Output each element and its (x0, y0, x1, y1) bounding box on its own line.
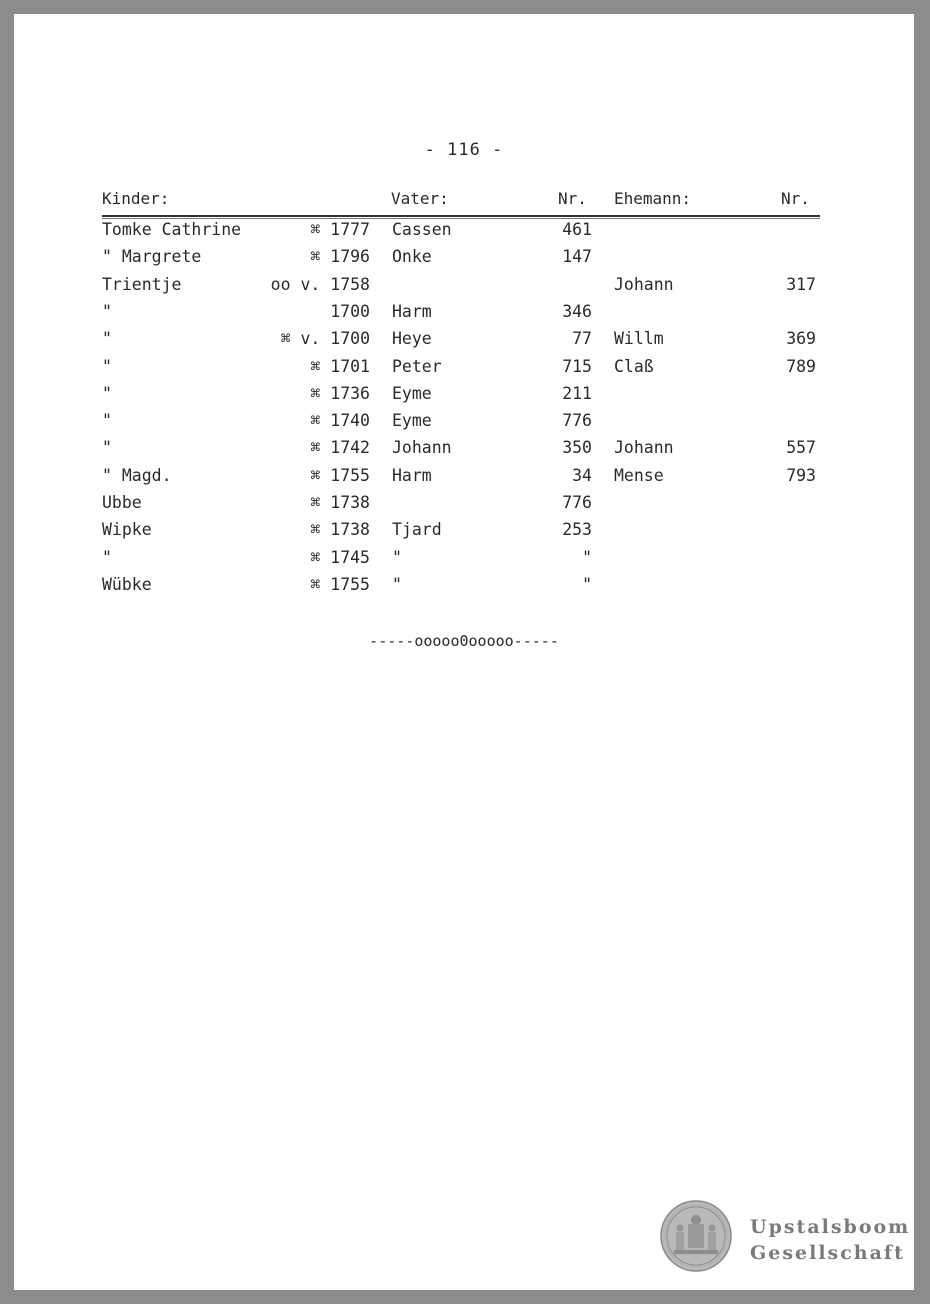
child-name: Wübke (102, 574, 152, 594)
father-name: " (392, 574, 402, 594)
header-husband: Ehemann: (614, 189, 692, 208)
child-name: " (102, 383, 112, 403)
husband-number: 793 (786, 465, 816, 485)
husband-number: 789 (786, 356, 816, 376)
child-name: Tomke Cathrine (102, 220, 242, 239)
child-name: " Magd. (102, 465, 172, 485)
child-name: " (102, 438, 112, 458)
child-name: " (102, 329, 112, 349)
header-father: Vater: (391, 189, 449, 208)
father-number: 211 (562, 383, 592, 403)
child-name: " (102, 301, 112, 321)
husband-name: Claß (614, 356, 654, 376)
father-number: 776 (562, 411, 592, 431)
husband-name: Johann (614, 438, 674, 458)
header-children: Kinder: (102, 189, 170, 208)
birth-date: ⌘ 1736 (310, 383, 370, 403)
father-name: Tjard (392, 520, 442, 540)
husband-name: Willm (614, 329, 664, 349)
logo-text-line2: Gesellschaft (750, 1242, 905, 1264)
child-name: " Margrete (102, 247, 202, 267)
father-name: Harm (392, 301, 432, 321)
father-number: 715 (562, 356, 592, 376)
birth-date: ⌘ 1701 (310, 356, 370, 376)
birth-date: ⌘ 1742 (310, 438, 370, 458)
child-name: " (102, 356, 112, 376)
father-number: 776 (562, 493, 592, 512)
birth-date: ⌘ 1738 (310, 493, 370, 512)
document-page (14, 14, 914, 1290)
husband-number: 317 (786, 274, 816, 294)
husband-name: Mense (614, 465, 664, 485)
father-number: " (582, 574, 592, 594)
father-name: Harm (392, 465, 432, 485)
father-name: Heye (392, 329, 432, 349)
father-number: 253 (562, 520, 592, 540)
child-name: " (102, 411, 112, 431)
logo-text-line1: Upstalsboom (750, 1216, 911, 1238)
birth-date: ⌘ 1777 (310, 220, 370, 239)
page-number: - 116 - (424, 140, 504, 160)
father-number: 147 (562, 247, 592, 267)
birth-date: ⌘ 1740 (310, 411, 370, 431)
birth-date: ⌘ 1738 (310, 520, 370, 540)
header-husband-nr: Nr. (781, 189, 810, 208)
father-name: Johann (392, 438, 452, 458)
header-father-nr: Nr. (558, 189, 587, 208)
father-name: Cassen (392, 220, 452, 239)
father-name: Eyme (392, 411, 432, 431)
father-number: 461 (562, 220, 592, 239)
father-name: " (392, 547, 402, 567)
seal-logo-icon (660, 1200, 732, 1272)
father-name: Eyme (392, 383, 432, 403)
father-number: 77 (572, 329, 592, 349)
birth-date: ⌘ 1796 (310, 247, 370, 267)
birth-date: ⌘ 1745 (310, 547, 370, 567)
child-name: " (102, 547, 112, 567)
father-number: 350 (562, 438, 592, 458)
birth-date: ⌘ 1755 (310, 465, 370, 485)
child-name: Trientje (102, 274, 182, 294)
end-separator: -----ooooo0ooooo----- (369, 632, 559, 650)
father-name: Onke (392, 247, 432, 267)
husband-number: 557 (786, 438, 816, 458)
birth-date: oo v. 1758 (270, 274, 370, 294)
father-number: 346 (562, 301, 592, 321)
father-number: 34 (572, 465, 592, 485)
father-name: Peter (392, 356, 442, 376)
birth-date: ⌘ v. 1700 (280, 329, 370, 349)
husband-name: Johann (614, 274, 674, 294)
header-rule (102, 215, 820, 219)
child-name: Ubbe (102, 493, 142, 512)
birth-date: 1700 (330, 301, 370, 321)
birth-date: ⌘ 1755 (310, 574, 370, 594)
husband-number: 369 (786, 329, 816, 349)
father-number: " (582, 547, 592, 567)
child-name: Wipke (102, 520, 152, 540)
